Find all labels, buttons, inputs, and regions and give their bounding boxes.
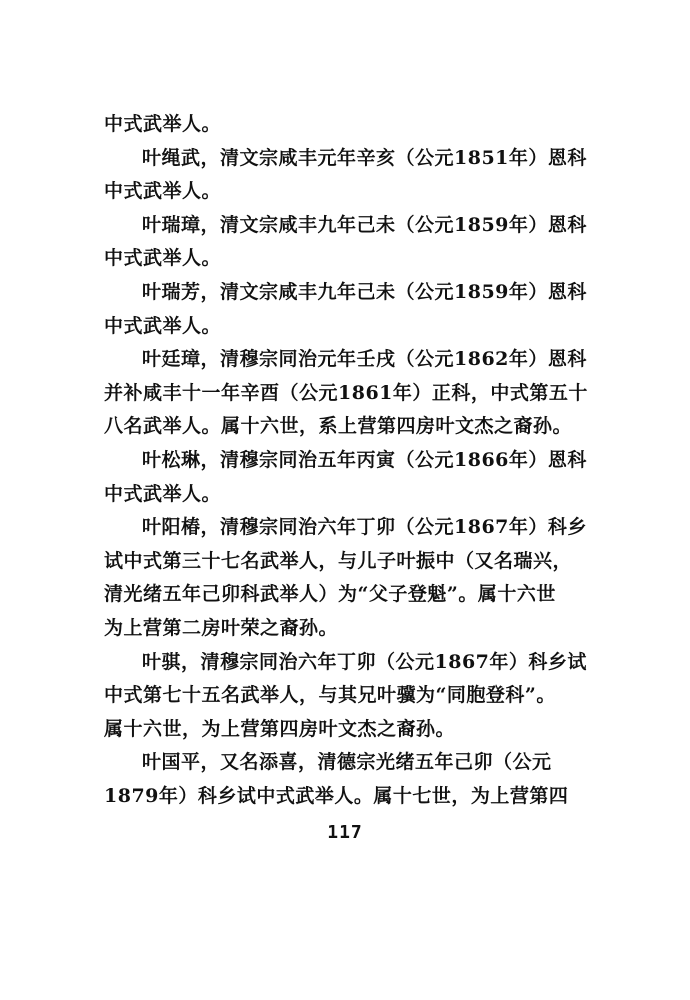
page-number: 117 xyxy=(327,822,363,843)
text-line: 叶骐，清穆宗同治六年丁卯（公元1867年）科乡试 xyxy=(142,650,587,673)
text-line: 叶廷璋，清穆宗同治元年壬戌（公元1862年）恩科 xyxy=(142,348,587,371)
text-line: 叶瑞芳，清文宗咸丰九年己未（公元1859年）恩科 xyxy=(142,280,587,303)
text-line: 属十六世，为上营第四房叶文杰之裔孙。 xyxy=(104,717,456,740)
text-line: 叶松琳，清穆宗同治五年丙寅（公元1866年）恩科 xyxy=(142,448,587,471)
text-line: 清光绪五年己卯科武举人）为“父子登魁”。属十六世 xyxy=(104,583,556,606)
text-line: 八名武举人。属十六世，系上营第四房叶文杰之裔孙。 xyxy=(104,415,573,438)
text-line: 中式武举人。 xyxy=(104,113,222,135)
text-line: 为上营第二房叶荣之裔孙。 xyxy=(104,616,339,639)
text-line: 并补咸丰十一年辛酉（公元1861年）正科，中式第五十 xyxy=(104,381,588,404)
text-line: 叶瑞璋，清文宗咸丰九年己未（公元1859年）恩科 xyxy=(142,213,587,236)
text-line: 1879年）科乡试中式武举人。属十七世，为上营第四 xyxy=(104,784,569,807)
text-line: 中式武举人。 xyxy=(104,482,222,505)
text-line: 中式武举人。 xyxy=(104,247,222,270)
text-line: 中式第七十五名武举人，与其兄叶骥为“同胞登科”。 xyxy=(104,684,556,707)
text-line: 试中式第三十七名武举人，与儿子叶振中（又名瑞兴， xyxy=(104,549,573,572)
text-line: 叶国平，又名添喜，清德宗光绪五年己卯（公元 xyxy=(142,751,552,774)
text-line: 中式武举人。 xyxy=(104,180,222,203)
text-line: 中式武举人。 xyxy=(104,314,222,337)
text-line: 叶绳武，清文宗咸丰元年辛亥（公元1851年）恩科 xyxy=(142,146,587,169)
text-line: 叶阳椿，清穆宗同治六年丁卯（公元1867年）科乡 xyxy=(142,516,587,539)
body-text xyxy=(104,108,604,813)
